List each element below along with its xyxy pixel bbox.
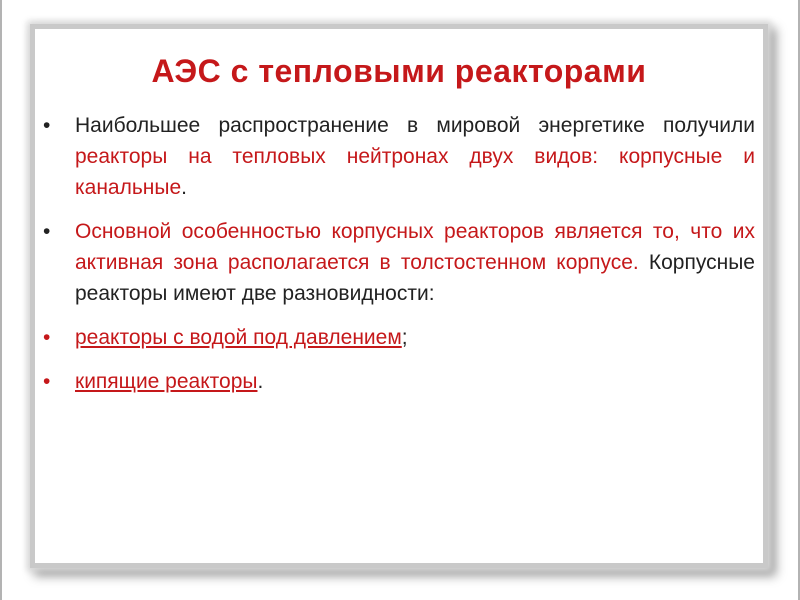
bullet-text-highlight: реакторы на тепловых нейтронах двух видов: корпусные и канальные [75,145,755,199]
bullet-dot: • [43,114,51,137]
bullet-item [43,110,755,203]
bullet-text-plain: . [181,176,188,199]
bullet-text-plain: . [257,370,264,393]
bullet-link-pressurized-water-reactors[interactable]: реакторы с водой под давлением [75,326,402,349]
bullet-item [43,366,755,397]
bullet-dot: • [43,370,51,393]
bullet-item [43,216,755,309]
bullet-dot: • [43,326,51,349]
bullet-text [75,216,755,309]
slide-title: АЭС с тепловыми реакторами [151,53,647,89]
bullet-dot: • [43,220,51,243]
bullet-text [75,366,755,397]
bullet-text [75,322,755,353]
bullet-text [75,110,755,203]
bullet-list [43,110,755,410]
bullet-item [43,322,755,353]
bullet-text-plain: ; [401,326,408,349]
bullet-text-highlight: Основной особенностью корпусных реакторов является то, что их активная зона располагается в толстостенном корпусе. [75,220,755,274]
slide-card [30,24,768,568]
bullet-link-boiling-reactors[interactable]: кипящие реакторы [75,370,258,393]
bullet-text-plain: Корпусные реакторы имеют две разновидности: [75,251,755,305]
bullet-text-plain: Наибольшее распространение в мировой энергетике получили [75,114,755,137]
